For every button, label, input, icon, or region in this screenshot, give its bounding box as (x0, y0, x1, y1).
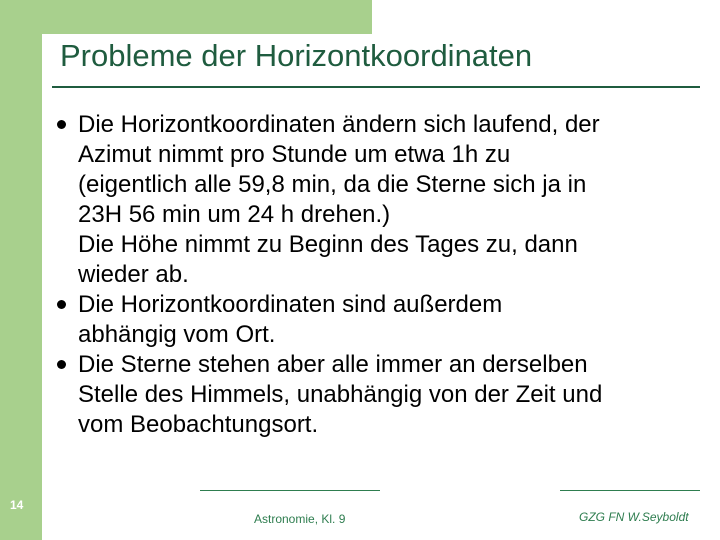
bullet-text-2: Die Horizontkoordinaten sind außerdem abhängig vom Ort. (78, 291, 503, 348)
bullet-dot-icon (57, 120, 66, 129)
bullet-list (52, 110, 712, 440)
bullet-dot-icon (57, 300, 66, 309)
bullet-item-1 (52, 110, 712, 290)
footer-course: Astronomie, Kl. 9 (254, 512, 346, 526)
page-number: 14 (10, 498, 24, 512)
title-underline (52, 86, 700, 88)
bullet-item-3 (52, 350, 712, 440)
footer-author: GZG FN W.Seyboldt (579, 510, 689, 524)
footer-rule-left (200, 490, 380, 491)
bullet-text-1: Die Horizontkoordinaten ändern sich laufend, der Azimut nimmt pro Stunde um etwa 1h zu (eigentlich alle 59,8 min, da die Sterne sich ja in 23H 56 min um 24 h drehen.) Die Höhe nimmt zu Beginn des Tages zu, dann wieder ab. (78, 111, 600, 288)
bullet-text-3: Die Sterne stehen aber alle immer an derselben Stelle des Himmels, unabhängig von der Zeit und vom Beobachtungsort. (78, 351, 603, 438)
bullet-dot-icon (57, 360, 66, 369)
slide-title: Probleme der Horizontkoordinaten (60, 38, 533, 73)
bullet-item-2 (52, 290, 712, 350)
footer-rule-right (560, 490, 700, 491)
